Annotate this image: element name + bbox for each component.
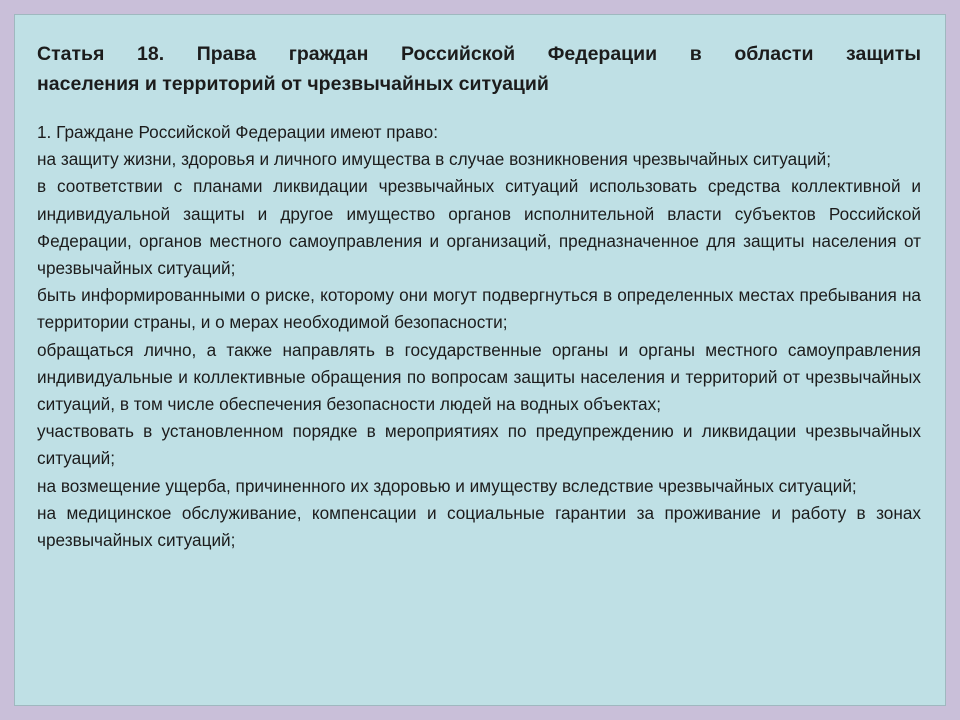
slide-panel: [14, 14, 946, 706]
right-item-3: быть информированными о риске, которому они могут подвергнуться в определенных местах пребывания на территории страны, и о мерах необходимой безопасности;: [37, 285, 921, 333]
article-title-line-1: Статья 18. Права граждан Российской Федерации в области защиты: [37, 43, 921, 65]
article-title: [37, 39, 921, 99]
article-body: [37, 119, 921, 554]
right-item-4: обращаться лично, а также направлять в государственные органы и органы местного самоуправления индивидуальные и коллективные обращения по вопросам защиты населения и территорий от чрезвычайных ситуаций, в том числе обеспечения безопасности людей на водных объектах;: [37, 339, 921, 415]
right-item-7: на медицинское обслуживание, компенсации и социальные гарантии за проживание и работу в зонах чрезвычайных ситуаций;: [37, 502, 921, 551]
right-item-1: на защиту жизни, здоровья и личного имущества в случае возникновения чрезвычайных ситуаций;: [37, 149, 832, 170]
right-item-5: участвовать в установленном порядке в мероприятиях по предупреждению и ликвидации чрезвычайных ситуаций;: [37, 421, 921, 469]
right-item-6: на возмещение ущерба, причиненного их здоровью и имуществу вследствие чрезвычайных ситуаций;: [37, 475, 857, 496]
article-intro: 1. Граждане Российской Федерации имеют право:: [37, 122, 438, 142]
article-title-line-2: населения и территорий от чрезвычайных ситуаций: [37, 73, 549, 95]
right-item-2: в соответствии с планами ликвидации чрезвычайных ситуаций использовать средства коллективной и индивидуальной защиты и другое имущество органов исполнительной власти субъектов Российской Федерации, органов местного самоуправления и организаций, предназначенное для защиты населения от чрезвычайных ситуаций;: [37, 176, 921, 279]
